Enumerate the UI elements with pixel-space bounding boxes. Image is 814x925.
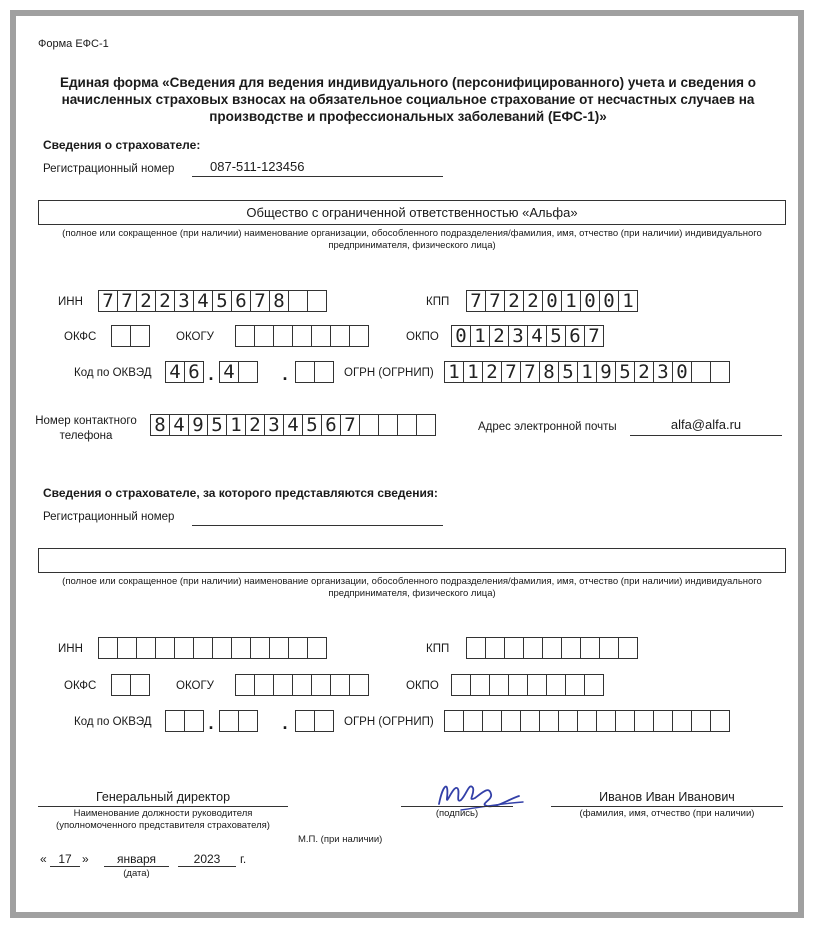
digit-cell[interactable]: 8 [150,414,170,436]
section1-okpo-label: ОКПО [406,331,439,343]
section2-okogu-label: ОКОГУ [176,680,214,692]
digit-cell[interactable] [292,674,312,696]
digit-cell[interactable]: 2 [634,361,654,383]
digit-cell[interactable] [292,325,312,347]
digit-cell[interactable]: 5 [212,290,232,312]
signature-line [401,806,513,807]
digit-cell[interactable] [238,361,258,383]
section1-email-label: Адрес электронной почты [478,421,617,433]
digit-cell[interactable] [599,637,619,659]
digit-cell[interactable] [184,710,204,732]
digit-cell[interactable]: 0 [580,290,600,312]
digit-cell[interactable]: 2 [504,290,524,312]
section2-ogrn-cells[interactable] [444,710,729,732]
digit-cell[interactable]: 7 [485,290,505,312]
section1-inn-cells[interactable] [98,290,326,312]
digit-cell[interactable] [359,414,379,436]
digit-cell[interactable]: 1 [470,325,490,347]
digit-cell[interactable] [489,674,509,696]
digit-cell[interactable]: 6 [321,414,341,436]
digit-cell[interactable] [111,674,131,696]
digit-cell[interactable] [330,674,350,696]
digit-cell[interactable] [307,637,327,659]
digit-cell[interactable]: 0 [672,361,692,383]
digit-cell[interactable]: 1 [561,290,581,312]
digit-cell[interactable] [561,637,581,659]
digit-cell[interactable] [527,674,547,696]
digit-cell[interactable] [710,361,730,383]
digit-cell[interactable]: 2 [136,290,156,312]
digit-cell[interactable] [451,674,471,696]
digit-cell[interactable] [238,710,258,732]
digit-cell[interactable] [558,710,578,732]
digit-cell[interactable]: 9 [188,414,208,436]
section1-reg-label: Регистрационный номер [43,163,175,175]
digit-cell[interactable] [311,674,331,696]
signatory-fio-line [551,806,783,807]
digit-cell[interactable]: 5 [546,325,566,347]
digit-cell[interactable] [378,414,398,436]
digit-cell[interactable] [634,710,654,732]
section1-kpp-cells[interactable] [466,290,637,312]
section1-kpp-label: КПП [426,296,450,308]
digit-cell[interactable]: 6 [565,325,585,347]
signatory-position-value: Генеральный директор [95,790,231,804]
section1-phone-label: Номер контактного телефона [35,415,137,442]
section1-okved-group2[interactable] [219,361,257,383]
section1-ogrn-label: ОГРН (ОГРНИП) [344,367,434,379]
date-month-field[interactable]: января [104,852,169,867]
digit-cell[interactable]: 9 [596,361,616,383]
digit-cell[interactable] [307,290,327,312]
digit-cell[interactable]: 3 [264,414,284,436]
digit-cell[interactable]: 2 [523,290,543,312]
digit-cell[interactable]: 2 [489,325,509,347]
digit-cell[interactable] [349,674,369,696]
digit-cell[interactable]: 2 [482,361,502,383]
digit-cell[interactable] [584,674,604,696]
digit-cell[interactable] [672,710,692,732]
section2-okfs-cells[interactable] [111,674,149,696]
section2-okved-label: Код по ОКВЭД [74,716,152,728]
digit-cell[interactable]: 5 [615,361,635,383]
digit-cell[interactable] [250,637,270,659]
section2-heading: Сведения о страхователе, за которого представляются сведения: [43,486,438,500]
form-code: Форма ЕФС-1 [38,38,109,50]
date-day-field[interactable]: 17 [50,852,80,867]
digit-cell[interactable] [212,637,232,659]
section2-okved-group2[interactable] [219,710,257,732]
digit-cell[interactable]: 5 [207,414,227,436]
digit-cell[interactable] [710,710,730,732]
digit-cell[interactable] [273,325,293,347]
section2-okfs-label: ОКФС [64,680,97,692]
signatory-fio-value: Иванов Иван Иванович [599,790,735,804]
digit-cell[interactable] [219,710,239,732]
section2-org-caption: (полное или сокращенное (при наличии) наименование организации, обособленного подразделения/фамилия, имя, отчество (при наличии) индивидуального предпринимателя, физического лица) [62,576,762,599]
digit-cell[interactable] [470,674,490,696]
section2-okogu-cells[interactable] [235,674,368,696]
digit-cell[interactable]: 1 [577,361,597,383]
digit-cell[interactable] [577,710,597,732]
digit-cell[interactable]: 5 [302,414,322,436]
digit-cell[interactable]: 4 [169,414,189,436]
digit-cell[interactable] [117,637,137,659]
section2-inn-label: ИНН [58,643,83,655]
digit-cell[interactable]: 0 [451,325,471,347]
digit-cell[interactable]: 6 [184,361,204,383]
section1-ogrn-cells[interactable] [444,361,729,383]
section2-okpo-label: ОКПО [406,680,439,692]
section1-okved-dot1: . [208,364,214,384]
date-year-field[interactable]: 2023 [178,852,236,867]
section2-kpp-cells[interactable] [466,637,637,659]
digit-cell[interactable] [580,637,600,659]
digit-cell[interactable]: 7 [466,290,486,312]
digit-cell[interactable] [130,325,150,347]
digit-cell[interactable]: 5 [558,361,578,383]
digit-cell[interactable]: 4 [165,361,185,383]
section2-okved-group3[interactable] [295,710,333,732]
section2-inn-cells[interactable] [98,637,326,659]
digit-cell[interactable] [130,674,150,696]
digit-cell[interactable]: 1 [226,414,246,436]
section2-reg-label: Регистрационный номер [43,511,175,523]
digit-cell[interactable] [193,637,213,659]
digit-cell[interactable]: 1 [618,290,638,312]
digit-cell[interactable]: 2 [155,290,175,312]
digit-cell[interactable]: 7 [520,361,540,383]
digit-cell[interactable]: 7 [117,290,137,312]
digit-cell[interactable] [691,710,711,732]
digit-cell[interactable] [314,710,334,732]
digit-cell[interactable] [330,325,350,347]
digit-cell[interactable] [254,325,274,347]
digit-cell[interactable]: 7 [584,325,604,347]
section1-okfs-cells[interactable] [111,325,149,347]
digit-cell[interactable]: 2 [245,414,265,436]
section1-okved-group1[interactable] [165,361,203,383]
digit-cell[interactable]: 7 [250,290,270,312]
digit-cell[interactable] [98,637,118,659]
digit-cell[interactable]: 7 [501,361,521,383]
digit-cell[interactable] [501,710,521,732]
section1-okogu-label: ОКОГУ [176,331,214,343]
digit-cell[interactable] [504,637,524,659]
section1-okfs-label: ОКФС [64,331,97,343]
digit-cell[interactable]: 4 [283,414,303,436]
digit-cell[interactable] [269,637,289,659]
digit-cell[interactable]: 7 [98,290,118,312]
digit-cell[interactable]: 8 [539,361,559,383]
digit-cell[interactable]: 0 [599,290,619,312]
stamp-place-label: М.П. (при наличии) [298,834,383,845]
digit-cell[interactable]: 6 [231,290,251,312]
section1-phone-cells[interactable] [150,414,435,436]
section1-org-caption: (полное или сокращенное (при наличии) наименование организации, обособленного подразделения/фамилия, имя, отчество (при наличии) индивидуального предпринимателя, физического лица) [62,228,762,251]
digit-cell[interactable] [235,674,255,696]
digit-cell[interactable] [653,710,673,732]
section1-reg-number-field[interactable]: 087-511-123456 [192,159,443,177]
digit-cell[interactable]: 7 [340,414,360,436]
digit-cell[interactable] [295,710,315,732]
digit-cell[interactable] [463,710,483,732]
section2-org-name-field[interactable] [38,548,786,573]
section2-okved-dot2: . [282,713,288,733]
digit-cell[interactable] [546,674,566,696]
signatory-fio-caption: (фамилия, имя, отчество (при наличии) [579,808,755,819]
digit-cell[interactable] [397,414,417,436]
digit-cell[interactable] [444,710,464,732]
digit-cell[interactable] [295,361,315,383]
section2-okpo-cells[interactable] [451,674,603,696]
digit-cell[interactable] [466,637,486,659]
digit-cell[interactable] [539,710,559,732]
digit-cell[interactable] [596,710,616,732]
digit-cell[interactable] [155,637,175,659]
section1-heading: Сведения о страхователе: [43,138,201,152]
form-page [10,10,804,918]
digit-cell[interactable] [691,361,711,383]
digit-cell[interactable] [618,637,638,659]
section2-kpp-label: КПП [426,643,450,655]
digit-cell[interactable]: 4 [219,361,239,383]
digit-cell[interactable] [174,637,194,659]
date-caption: (дата) [123,868,150,879]
section2-ogrn-label: ОГРН (ОГРНИП) [344,716,434,728]
digit-cell[interactable]: 3 [508,325,528,347]
signatory-position-caption: Наименование должности руководителя (уполномоченного представителя страхователя) [56,808,270,831]
digit-cell[interactable] [288,290,308,312]
digit-cell[interactable]: 8 [269,290,289,312]
digit-cell[interactable] [288,637,308,659]
section1-email-field[interactable]: alfa@alfa.ru [630,417,782,436]
section2-reg-number-field[interactable] [192,507,443,526]
section2-okved-dot1: . [208,713,214,733]
digit-cell[interactable]: 3 [653,361,673,383]
section1-org-name-field[interactable]: Общество с ограниченной ответственностью «Альфа» [38,200,786,225]
digit-cell[interactable] [136,637,156,659]
digit-cell[interactable] [542,637,562,659]
digit-cell[interactable] [523,637,543,659]
digit-cell[interactable] [508,674,528,696]
digit-cell[interactable] [520,710,540,732]
section2-okved-group1[interactable] [165,710,203,732]
form-title: Единая форма «Сведения для ведения индивидуального (персонифицированного) учета и сведения о начисленных страховых взносах на обязательное социальное страхование от несчастных случаев на производстве и профессиональных заболеваний (ЕФС-1)» [59,75,757,124]
digit-cell[interactable] [314,361,334,383]
section1-okpo-cells[interactable] [451,325,603,347]
signatory-position-line [38,806,288,807]
date-open-quote: « [40,852,47,866]
section1-okogu-cells[interactable] [235,325,368,347]
digit-cell[interactable] [235,325,255,347]
digit-cell[interactable]: 1 [444,361,464,383]
digit-cell[interactable] [273,674,293,696]
digit-cell[interactable]: 4 [527,325,547,347]
digit-cell[interactable] [565,674,585,696]
digit-cell[interactable] [482,710,502,732]
section1-okved-label: Код по ОКВЭД [74,367,152,379]
digit-cell[interactable] [111,325,131,347]
section1-okved-group3[interactable] [295,361,333,383]
digit-cell[interactable]: 1 [463,361,483,383]
digit-cell[interactable]: 0 [542,290,562,312]
digit-cell[interactable] [165,710,185,732]
section1-okved-dot2: . [282,364,288,384]
digit-cell[interactable] [254,674,274,696]
date-year-suffix: г. [240,852,247,866]
date-close-quote: » [82,852,89,866]
digit-cell[interactable] [231,637,251,659]
digit-cell[interactable]: 3 [174,290,194,312]
digit-cell[interactable] [311,325,331,347]
signature-caption: (подпись) [435,808,479,819]
digit-cell[interactable] [349,325,369,347]
digit-cell[interactable] [485,637,505,659]
digit-cell[interactable] [615,710,635,732]
section1-inn-label: ИНН [58,296,83,308]
digit-cell[interactable] [416,414,436,436]
digit-cell[interactable]: 4 [193,290,213,312]
